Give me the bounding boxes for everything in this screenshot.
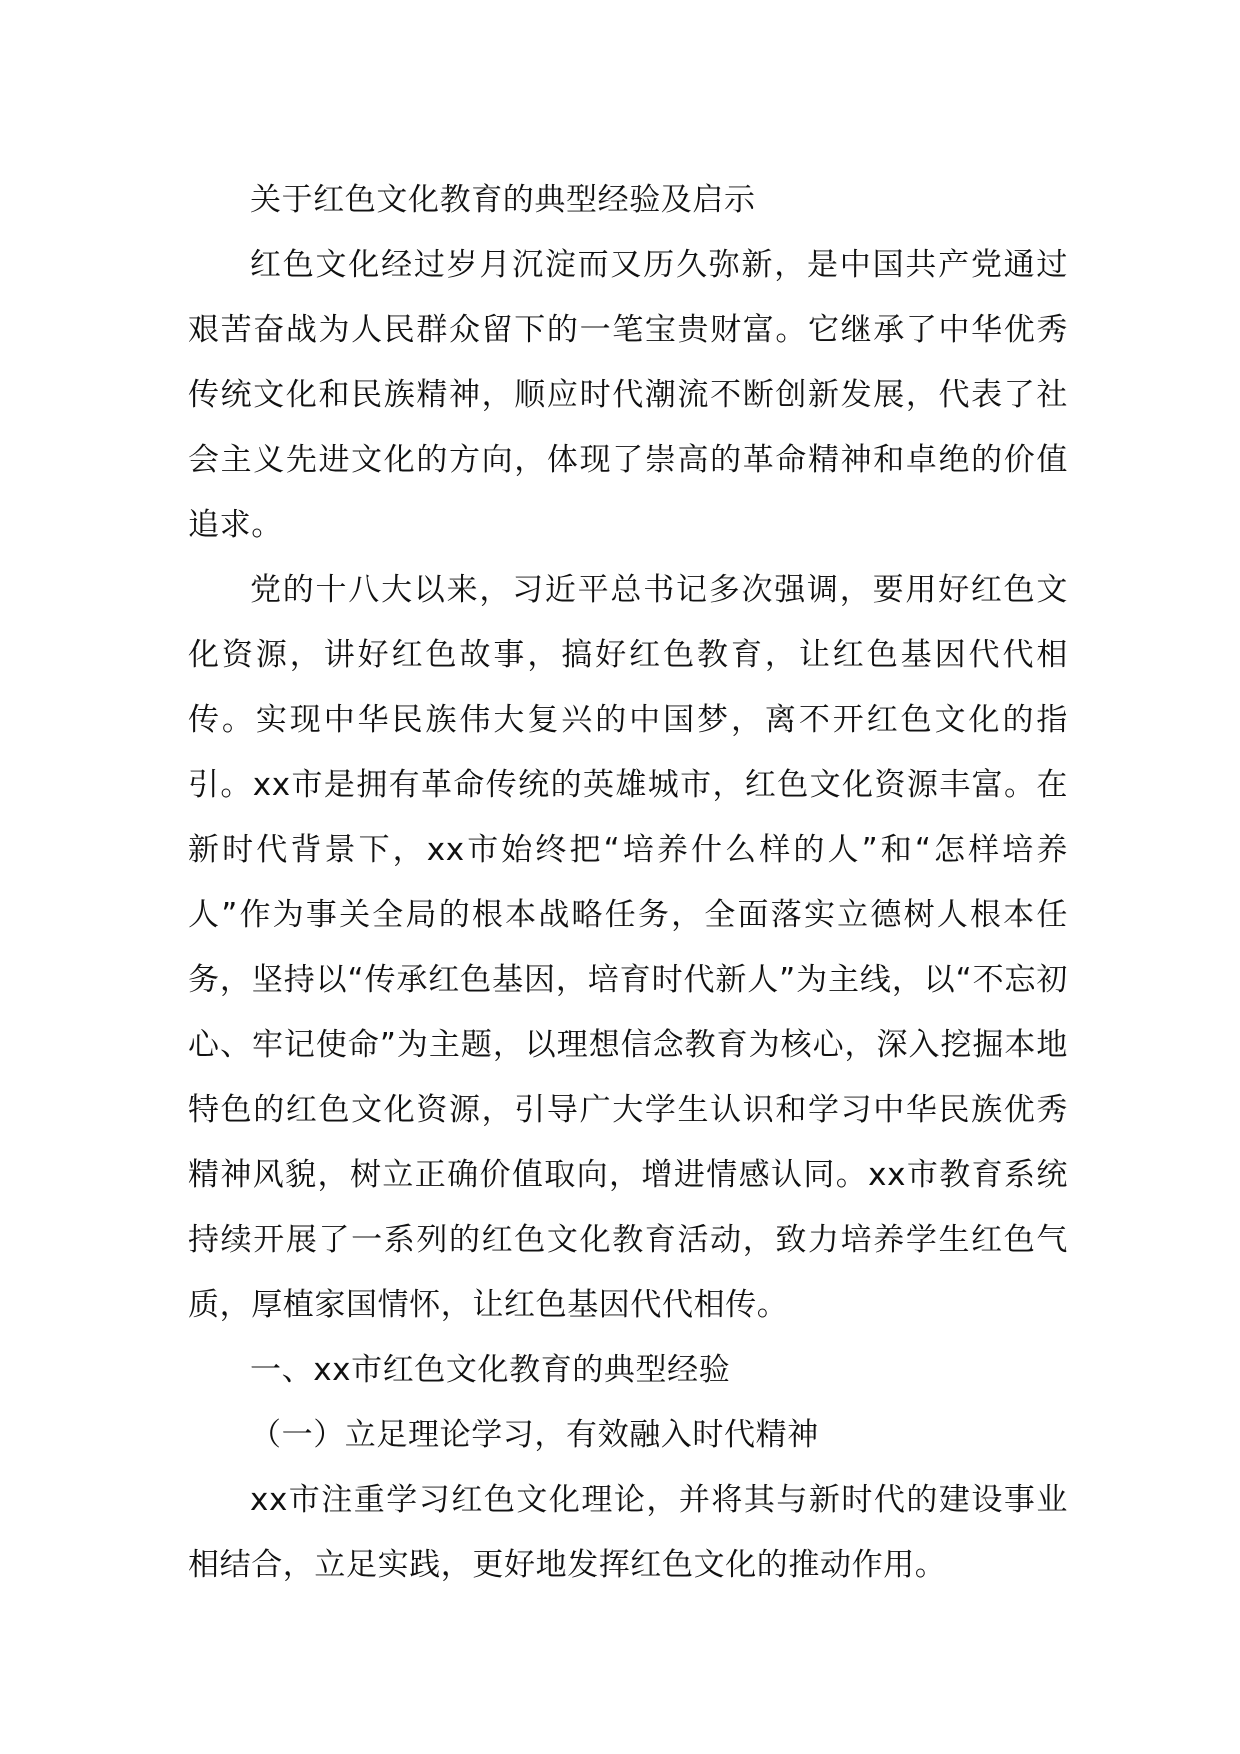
subsection-paragraph: xx市注重学习红色文化理论，并将其与新时代的建设事业相结合，立足实践，更好地发挥红色文化的推动作用。 bbox=[188, 1482, 1068, 1583]
document-body bbox=[188, 168, 1068, 1598]
paragraph-background: 党的十八大以来，习近平总书记多次强调，要用好红色文化资源，讲好红色故事，搞好红色教育，让红色基因代代相传。实现中华民族伟大复兴的中国梦，离不开红色文化的指引。xx市是拥有革命传统的英雄城市，红色文化资源丰富。在新时代背景下，xx市始终把“培养什么样的人”和“怎样培养人”作为事关全局的根本战略任务，全面落实立德树人根本任务，坚持以“传承红色基因，培育时代新人”为主线，以“不忘初心、牢记使命”为主题，以理想信念教育为核心，深入挖掘本地特色的红色文化资源，引导广大学生认识和学习中华民族优秀精神风貌，树立正确价值取向，增进情感认同。xx市教育系统持续开展了一系列的红色文化教育活动，致力培养学生红色气质，厚植家国情怀，让红色基因代代相传。 bbox=[188, 572, 1068, 1323]
paragraph-intro: 红色文化经过岁月沉淀而又历久弥新，是中国共产党通过艰苦奋战为人民群众留下的一笔宝贵财富。它继承了中华优秀传统文化和民族精神，顺应时代潮流不断创新发展，代表了社会主义先进文化的方向，体现了崇高的革命精神和卓绝的价值追求。 bbox=[188, 247, 1068, 543]
document-title: 关于红色文化教育的典型经验及启示 bbox=[250, 182, 756, 218]
subsection-heading: （一）立足理论学习，有效融入时代精神 bbox=[250, 1417, 819, 1453]
section-heading: 一、xx市红色文化教育的典型经验 bbox=[250, 1352, 731, 1388]
